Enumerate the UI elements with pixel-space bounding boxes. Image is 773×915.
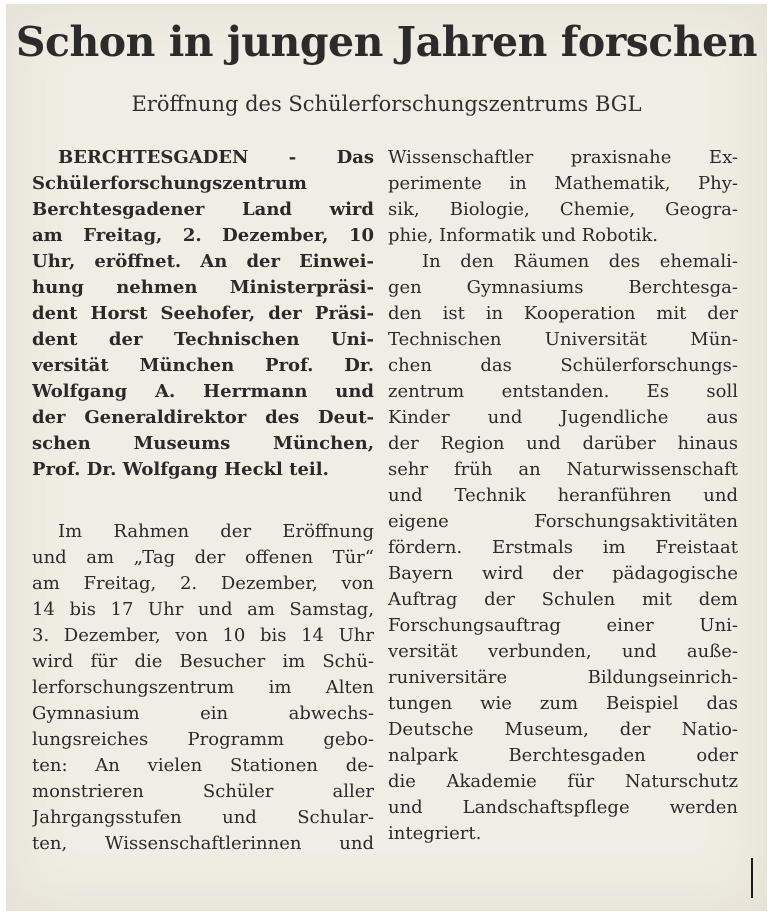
text-line: nalpark Berchtesgaden oder (388, 745, 738, 766)
text-line: ten, Wissenschaftlerinnen und (32, 833, 374, 854)
body-paragraph (32, 519, 374, 857)
body-paragraph-continued (388, 145, 738, 249)
text-line: eigene Forschungsaktivitäten (388, 511, 738, 532)
text-line: versität verbunden, und auße- (388, 641, 738, 662)
text-line: Uhr, eröffnet. An der Einwei- (32, 251, 374, 272)
text-line: und am „Tag der offenen Tür“ (32, 547, 374, 568)
text-line: Wissenschaftler praxisnahe Ex- (388, 147, 738, 168)
text-line: Gymnasium ein abwechs- (32, 703, 374, 724)
text-line: 14 bis 17 Uhr und am Samstag, (32, 599, 374, 620)
text-line: monstrieren Schüler aller (32, 781, 374, 802)
text-line: wird für die Besucher im Schü- (32, 651, 374, 672)
text-line: Im Rahmen der Eröffnung (58, 521, 374, 542)
text-line: Deutsche Museum, der Natio- (388, 719, 738, 740)
text-line: am Freitag, 2. Dezember, 10 (32, 225, 374, 246)
text-line: Kinder und Jugendliche aus (388, 407, 738, 428)
text-line: runiversitäre Bildungseinrich- (388, 667, 738, 688)
text-line: phie, Informatik und Robotik. (388, 225, 658, 246)
text-line: versität München Prof. Dr. (32, 355, 374, 376)
text-line: und Landschaftspflege werden (388, 797, 738, 818)
text-line: der Generaldirektor des Deut- (32, 407, 374, 428)
text-line: ten: An vielen Stationen de- (32, 755, 374, 776)
subheadline: Eröffnung des Schülerforschungszentrums BGL (131, 92, 642, 116)
text-line: den ist in Kooperation mit der (388, 303, 738, 324)
text-line: sehr früh an Naturwissenschaft (388, 459, 738, 480)
lead-paragraph (32, 145, 374, 483)
text-line: Forschungsauftrag einer Uni- (388, 615, 738, 636)
text-line: Auftrag der Schulen mit dem (388, 589, 738, 610)
text-line: Berchtesgadener Land wird (32, 199, 374, 220)
text-line: chen das Schülerforschungs- (388, 355, 738, 376)
text-line: perimente in Mathematik, Phy- (388, 173, 738, 194)
text-line: am Freitag, 2. Dezember, von (32, 573, 374, 594)
text-line: hung nehmen Ministerpräsi- (32, 277, 374, 298)
text-line: In den Räumen des ehemali- (422, 251, 738, 272)
text-line: lerforschungszentrum im Alten (32, 677, 374, 698)
text-line: gen Gymnasiums Berchtesga- (388, 277, 738, 298)
text-line: schen Museums München, (32, 433, 374, 454)
headline: Schon in jungen Jahren forschen (15, 18, 758, 66)
right-column (388, 145, 738, 847)
text-line: BERCHTESGADEN - Das (58, 147, 374, 168)
text-line: 3. Dezember, von 10 bis 14 Uhr (32, 625, 374, 646)
text-line: Jahrgangsstufen und Schular- (32, 807, 374, 828)
text-line: Schülerforschungszentrum (32, 173, 307, 194)
text-line: Wolfgang A. Herrmann und (32, 381, 374, 402)
text-line: tungen wie zum Beispiel das (388, 693, 738, 714)
text-line: Technischen Universität Mün- (388, 329, 738, 350)
text-line: die Akademie für Naturschutz (388, 771, 738, 792)
text-line: dent Horst Seehofer, der Präsi- (32, 303, 374, 324)
text-line: der Region und darüber hinaus (388, 433, 738, 454)
text-line: sik, Biologie, Chemie, Geogra- (388, 199, 738, 220)
text-line: Prof. Dr. Wolfgang Heckl teil. (32, 459, 329, 480)
text-line: und Technik heranführen und (388, 485, 738, 506)
body-paragraph (388, 249, 738, 847)
text-line: Bayern wird der pädagogische (388, 563, 738, 584)
clipping-edge-mark (751, 858, 753, 898)
text-line: lungsreiches Programm gebo- (32, 729, 374, 750)
text-line: zentrum entstanden. Es soll (388, 381, 738, 402)
text-line: dent der Technischen Uni- (32, 329, 374, 350)
text-line: integriert. (388, 823, 482, 844)
text-line: fördern. Erstmals im Freistaat (388, 537, 738, 558)
left-column (32, 145, 374, 857)
